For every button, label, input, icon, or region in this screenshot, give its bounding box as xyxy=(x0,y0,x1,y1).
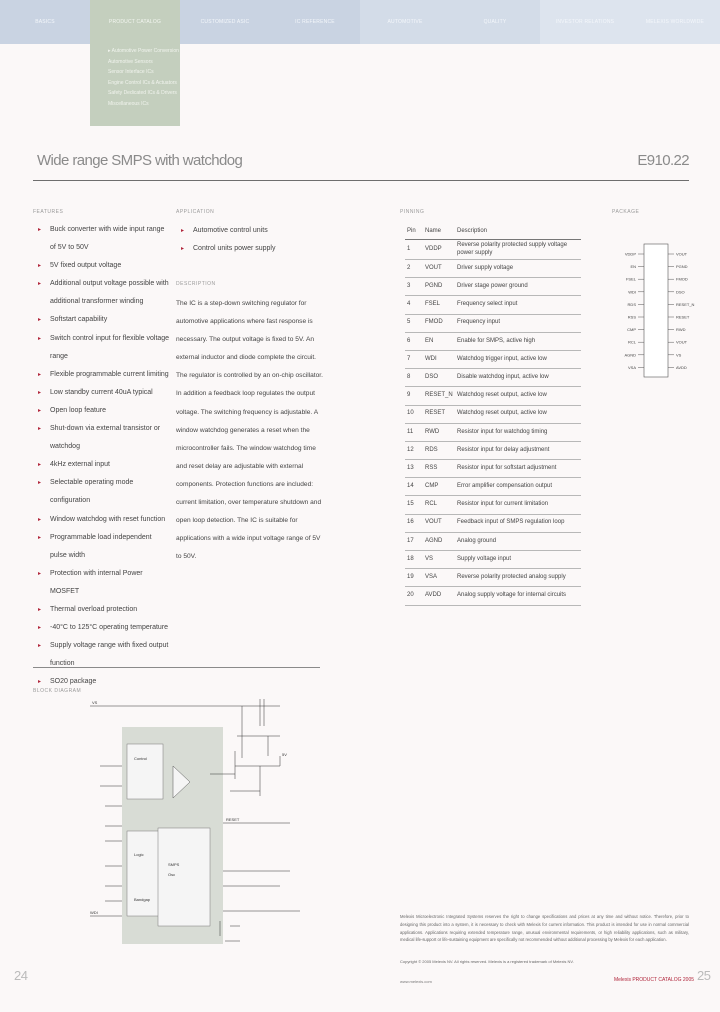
diagram-label: Osc xyxy=(168,872,176,877)
table-row xyxy=(405,569,581,587)
col-pin: Pin xyxy=(405,224,423,240)
pin-name-cell: AVDD xyxy=(423,587,455,605)
block-diagram-heading: BLOCK DIAGRAM xyxy=(33,688,82,694)
feature-item: ▸ Additional output voltage possible with additional transformer winding xyxy=(38,275,170,311)
feature-item: ▸ Thermal overload protection xyxy=(38,601,170,619)
pin-name-cell: PGND xyxy=(423,278,455,296)
pin-pin-cell: 10 xyxy=(405,405,423,423)
pin-name-cell: VOUT xyxy=(423,514,455,532)
dropdown-item-power-conversion[interactable]: ▸ Automotive Power Conversion xyxy=(108,48,179,54)
diagram-label: RESET xyxy=(226,817,240,822)
title-divider xyxy=(33,180,689,181)
pin-pin-cell: 18 xyxy=(405,551,423,569)
pinning-rows xyxy=(405,240,581,606)
package-pin-label: WDI xyxy=(628,289,636,295)
nav-investor-relations[interactable]: INVESTOR RELATIONS xyxy=(540,0,630,44)
pin-name-cell: WDI xyxy=(423,350,455,368)
pin-name-cell: RWD xyxy=(423,423,455,441)
dropdown-item-sensors[interactable]: Automotive Sensors xyxy=(108,58,153,65)
pin-desc-cell: Analog supply voltage for internal circuits xyxy=(455,587,581,605)
package-pin-label: RSS xyxy=(627,314,636,320)
feature-item: ▸ Softstart capability xyxy=(38,311,170,329)
application-heading: APPLICATION xyxy=(176,209,215,215)
package-pin-label: FMOD xyxy=(676,276,688,282)
pin-desc-cell: Reverse polarity protected supply voltage power supply xyxy=(455,240,581,260)
pin-desc-cell: Resistor input for delay adjustment xyxy=(455,441,581,459)
package-pin-label: PGND xyxy=(676,264,688,270)
table-row xyxy=(405,314,581,332)
diagram-label: Logic xyxy=(134,852,144,857)
feature-item: ▸ -40°C to 125°C operating temperature xyxy=(38,619,170,637)
feature-item: ▸ 4kHz external input xyxy=(38,456,170,474)
pin-desc-cell: Frequency input xyxy=(455,314,581,332)
pin-name-cell: RDS xyxy=(423,441,455,459)
part-number: E910.22 xyxy=(637,152,689,169)
description-heading: DESCRIPTION xyxy=(176,281,216,287)
smps-block xyxy=(158,828,210,926)
pin-desc-cell: Feedback input of SMPS regulation loop xyxy=(455,514,581,532)
pin-name-cell: VDDP xyxy=(423,240,455,260)
page-number-right: 25 xyxy=(697,968,711,983)
nav-quality[interactable]: QUALITY xyxy=(450,0,540,44)
package-pin-label: EN xyxy=(630,264,636,270)
dropdown-item-safety[interactable]: Safety Dedicated ICs & Drivers xyxy=(108,90,177,96)
footnote: Melexis Microelectronic Integrated Systems reserves the right to change specifications and prices at any time and without notice. Therefore, prior to designing this product into a system, it is necessary to check with Melexis for current information. This product is intended for use in normal commercial applications. Applications requiring extended temperature range, unusual environmental requirements, or high reliability applications, such as military, medical life-support or life-sustaining equipment are specifically not recommended without additional processing by Melexis for each application. xyxy=(400,914,689,943)
table-row xyxy=(405,496,581,514)
feature-item: ▸ Switch control input for flexible voltage range xyxy=(38,330,170,366)
table-row xyxy=(405,551,581,569)
pin-name-cell: RESET_N xyxy=(423,387,455,405)
nav-basics[interactable]: BASICS xyxy=(0,0,90,44)
pin-pin-cell: 19 xyxy=(405,569,423,587)
pin-desc-cell: Supply voltage input xyxy=(455,551,581,569)
pin-desc-cell: Watchdog reset output, active low xyxy=(455,387,581,405)
package-pin-label: VS xyxy=(676,352,682,358)
table-row xyxy=(405,514,581,532)
feature-item: ▸ Programmable load independent pulse width xyxy=(38,529,170,565)
pin-desc-cell: Disable watchdog input, active low xyxy=(455,369,581,387)
table-row xyxy=(405,587,581,605)
table-row xyxy=(405,405,581,423)
col-description: Description xyxy=(455,224,581,240)
pin-desc-cell: Enable for SMPS, active high xyxy=(455,332,581,350)
package-pin-label: RCL xyxy=(627,339,636,345)
pin-desc-cell: Reverse polarity protected analog supply xyxy=(455,569,581,587)
pin-pin-cell: 20 xyxy=(405,587,423,605)
pin-pin-cell: 1 xyxy=(405,240,423,260)
feature-item: ▸ Buck converter with wide input range of 5V to 50V xyxy=(38,221,170,257)
table-row xyxy=(405,332,581,350)
pin-pin-cell: 3 xyxy=(405,278,423,296)
nav-melexis-worldwide[interactable]: MELEXIS WORLDWIDE xyxy=(630,0,720,44)
nav-customized-asic[interactable]: CUSTOMIZED ASIC xyxy=(180,0,270,44)
pin-pin-cell: 7 xyxy=(405,350,423,368)
pin-pin-cell: 8 xyxy=(405,369,423,387)
pin-pin-cell: 17 xyxy=(405,532,423,550)
diagram-label: Control xyxy=(134,756,147,761)
feature-item: ▸ Selectable operating mode configuration xyxy=(38,474,170,510)
pin-pin-cell: 15 xyxy=(405,496,423,514)
pinning-table xyxy=(405,224,581,606)
application-item: ▸ Control units power supply xyxy=(181,240,321,258)
pin-name-cell: CMP xyxy=(423,478,455,496)
pin-desc-cell: Frequency select input xyxy=(455,296,581,314)
package-pin-label: VDDP xyxy=(624,251,636,257)
pin-name-cell: FSEL xyxy=(423,296,455,314)
feature-item: ▸ Open loop feature xyxy=(38,402,170,420)
nav-ic-reference[interactable]: IC REFERENCE xyxy=(270,0,360,44)
pin-desc-cell: Analog ground xyxy=(455,532,581,550)
top-navigation xyxy=(0,0,720,44)
page-number-left: 24 xyxy=(14,968,28,983)
feature-item: ▸ Protection with internal Power MOSFET xyxy=(38,565,170,601)
diagram-label: Bandgap xyxy=(134,897,151,902)
pin-name-cell: RSS xyxy=(423,460,455,478)
col-name: Name xyxy=(423,224,455,240)
pin-desc-cell: Watchdog reset output, active low xyxy=(455,405,581,423)
feature-item: ▸ Window watchdog with reset function xyxy=(38,511,170,529)
table-row xyxy=(405,369,581,387)
dropdown-item-sensor-interface[interactable]: Sensor Interface ICs xyxy=(108,69,154,75)
table-row xyxy=(405,441,581,459)
package-pin-label: AGND xyxy=(624,352,636,358)
pin-pin-cell: 6 xyxy=(405,332,423,350)
table-row xyxy=(405,478,581,496)
pin-desc-cell: Resistor input for watchdog timing xyxy=(455,423,581,441)
dropdown-item-engine-control[interactable]: Engine Control ICs & Actuators xyxy=(108,79,177,86)
table-row xyxy=(405,423,581,441)
package-pin-label: FSEL xyxy=(625,276,636,282)
table-row xyxy=(405,532,581,550)
description-text: The IC is a step-down switching regulator for automotive applications where fast response is necessary. The output voltage is fixed to 5V. An external inductor and diode complete the circuit. The regulator is controlled by an on-chip oscillator. In addition a feedback loop regulates the output voltage. The switching frequency is adjustable. A window watchdog generates a reset when the microcontroller fails. The window watchdog time and reset delay are adjustable with external components. Protection functions are included: current limitation, over temperature shutdown and open loop detection. The IC is suitable for applications with a wide input voltage range of 5V to 50V. xyxy=(176,300,323,561)
pin-desc-cell: Resistor input for current limitation xyxy=(455,496,581,514)
feature-item: ▸ Supply voltage range with fixed output function xyxy=(38,637,170,673)
nav-automotive[interactable]: AUTOMOTIVE xyxy=(360,0,450,44)
pin-name-cell: AGND xyxy=(423,532,455,550)
pin-name-cell: RESET xyxy=(423,405,455,423)
pin-name-cell: DSO xyxy=(423,369,455,387)
package-pin-label: VOUT xyxy=(676,339,688,345)
pin-pin-cell: 9 xyxy=(405,387,423,405)
pin-desc-cell: Driver stage power ground xyxy=(455,278,581,296)
package-pin-label: VOUT xyxy=(676,251,688,257)
product-catalog-dropdown xyxy=(90,44,180,126)
feature-item: ▸ 5V fixed output voltage xyxy=(38,257,170,275)
block-diagram-divider xyxy=(33,667,320,668)
pin-name-cell: VS xyxy=(423,551,455,569)
feature-item: ▸ Flexible programmable current limiting xyxy=(38,366,170,384)
table-row xyxy=(405,278,581,296)
table-row xyxy=(405,350,581,368)
features-heading: FEATURES xyxy=(33,209,64,215)
nav-product-catalog[interactable]: PRODUCT CATALOG xyxy=(90,0,180,44)
package-pin-label: RWD xyxy=(676,327,686,333)
pin-pin-cell: 13 xyxy=(405,460,423,478)
package-body xyxy=(644,244,668,377)
package-pin-label: CMP xyxy=(627,327,636,333)
pin-pin-cell: 16 xyxy=(405,514,423,532)
pin-pin-cell: 11 xyxy=(405,423,423,441)
brand-footer: Melexis PRODUCT CATALOG 2005 xyxy=(614,977,695,983)
feature-item: ▸ Shut-down via external transistor or watchdog xyxy=(38,420,170,456)
pin-pin-cell: 5 xyxy=(405,314,423,332)
package-pin-label: RESET_N xyxy=(676,301,695,307)
pin-pin-cell: 12 xyxy=(405,441,423,459)
package-pin-label: DSO xyxy=(676,289,685,295)
page-title: Wide range SMPS with watchdog xyxy=(37,152,243,169)
table-row xyxy=(405,260,581,278)
pin-desc-cell: Error amplifier compensation output xyxy=(455,478,581,496)
pin-name-cell: RCL xyxy=(423,496,455,514)
pin-name-cell: VSA xyxy=(423,569,455,587)
table-header-row xyxy=(405,224,581,240)
diagram-label: SMPS xyxy=(168,862,180,867)
pinning-heading: PINNING xyxy=(400,209,425,215)
pin-name-cell: EN xyxy=(423,332,455,350)
feature-item: ▸ SO20 package xyxy=(38,673,170,691)
diagram-label: 5V xyxy=(282,752,287,757)
pin-pin-cell: 4 xyxy=(405,296,423,314)
copyright: Copyright © 2005 Melexis NV. All rights reserved. Melexis is a registered trademark of Melexis NV. xyxy=(400,959,574,964)
pin-name-cell: VOUT xyxy=(423,260,455,278)
pin-desc-cell: Resistor input for softstart adjustment xyxy=(455,460,581,478)
table-row xyxy=(405,240,581,260)
table-row xyxy=(405,460,581,478)
package-heading: PACKAGE xyxy=(612,209,640,215)
package-pin-label: RDS xyxy=(627,301,636,307)
application-item: ▸ Automotive control units xyxy=(181,222,321,240)
package-drawing xyxy=(614,240,695,380)
table-row xyxy=(405,387,581,405)
package-pin-label: AVDD xyxy=(676,364,687,370)
table-row xyxy=(405,296,581,314)
feature-item: ▸ Low standby current 40uA typical xyxy=(38,384,170,402)
package-pin-label: VSA xyxy=(627,364,636,370)
diagram-label: WDI xyxy=(90,910,98,915)
website-link[interactable]: www.melexis.com xyxy=(400,979,432,984)
control-block xyxy=(127,744,163,799)
features-list xyxy=(38,221,170,691)
logic-block xyxy=(127,831,159,916)
pin-desc-cell: Watchdog trigger input, active low xyxy=(455,350,581,368)
pin-pin-cell: 14 xyxy=(405,478,423,496)
application-list xyxy=(181,222,321,258)
pin-pin-cell: 2 xyxy=(405,260,423,278)
dropdown-item-misc[interactable]: Miscellaneous ICs xyxy=(108,100,149,107)
diagram-label: VS xyxy=(92,700,98,705)
pin-desc-cell: Driver supply voltage xyxy=(455,260,581,278)
block-diagram xyxy=(30,696,320,951)
pin-name-cell: FMOD xyxy=(423,314,455,332)
package-pin-label: RESET xyxy=(676,314,690,320)
